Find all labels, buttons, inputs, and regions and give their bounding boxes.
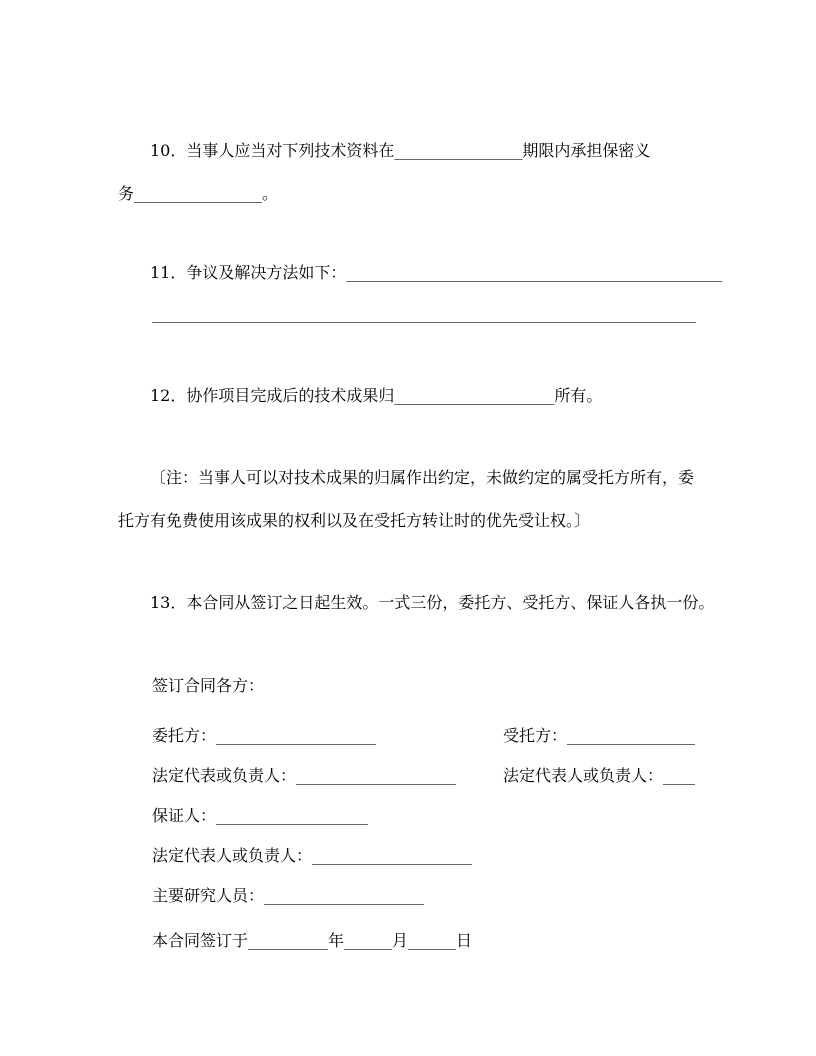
- ownership-note-line-1: 〔注：当事人可以对技术成果的归属作出约定，未做约定的属受托方所有，委: [150, 468, 695, 487]
- guarantor-signature-line: 保证人：___________________: [152, 806, 369, 825]
- entrusting-party-signature-line: 委托方：____________________: [152, 726, 377, 745]
- guarantor-representative-line: 法定代表人或负责人：____________________: [152, 846, 473, 865]
- entrusting-party-representative-line: 法定代表或负责人：____________________: [152, 766, 457, 785]
- clause-12-ownership-of-results: 12．协作项目完成后的技术成果归____________________所有。: [150, 386, 603, 405]
- ownership-note-line-2: 托方有免费使用该成果的权利以及在受托方转让时的优先受让权。〕: [118, 511, 591, 530]
- clause-11-dispute-resolution-blank-line: ____________________________________________________________________: [152, 304, 696, 323]
- entrusted-party-representative-line: 法定代表人或负责人：____: [503, 766, 696, 785]
- contract-signing-date-line: 本合同签订于__________年______月______日: [152, 931, 473, 950]
- clause-11-dispute-resolution-line-1: 11．争议及解决方法如下：_______________________________________________: [150, 263, 723, 282]
- clause-13-effective-date-copies: 13．本合同从签订之日起生效。一式三份，委托方、受托方、保证人各执一份。: [150, 593, 715, 612]
- signature-section-heading: 签订合同各方：: [152, 676, 265, 695]
- main-research-personnel-line: 主要研究人员：____________________: [152, 886, 425, 905]
- clause-10-confidentiality-line-2: 务________________。: [118, 184, 279, 203]
- entrusted-party-signature-line: 受托方：________________: [503, 726, 696, 745]
- clause-10-confidentiality-line-1: 10．当事人应当对下列技术资料在________________期限内承担保密义: [150, 141, 651, 160]
